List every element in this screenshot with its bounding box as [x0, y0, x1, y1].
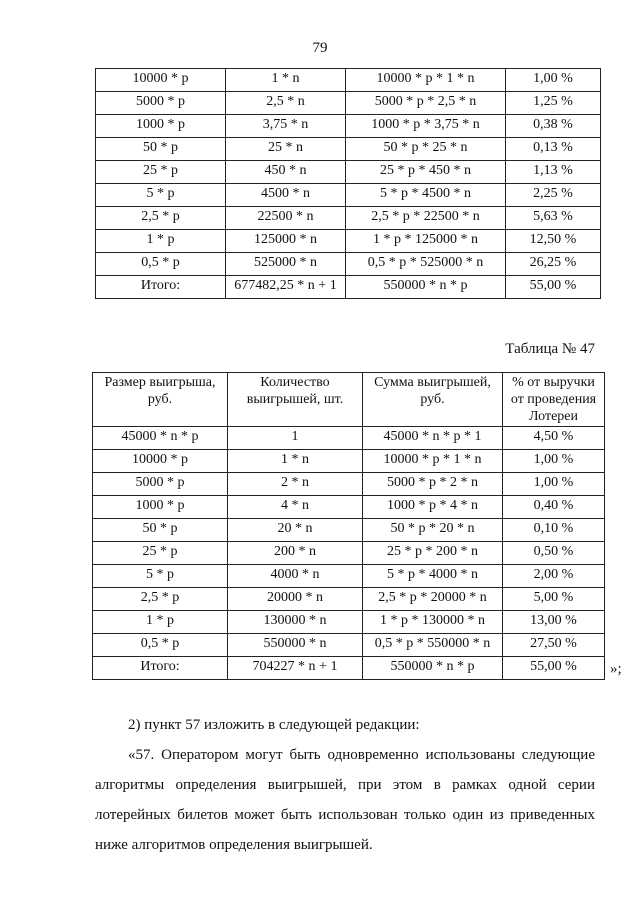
table-cell: 0,5 * р: [93, 634, 228, 657]
table-cell: Итого:: [96, 276, 226, 299]
table-cell: 45000 * n * р * 1: [363, 427, 503, 450]
table-cell: 0,38 %: [506, 115, 601, 138]
table-cell: 45000 * n * р: [93, 427, 228, 450]
table-cell: 13,00 %: [503, 611, 605, 634]
amendment-paragraph: 2) пункт 57 изложить в следующей редакции:: [128, 717, 420, 733]
table-cell: 20000 * n: [228, 588, 363, 611]
table-cell: 10000 * р: [96, 69, 226, 92]
table-cell: 5000 * р * 2 * n: [363, 473, 503, 496]
clause-57-paragraph: «57. Оператором могут быть одновременно использованы следующие алгоритмы определения выигрышей, при этом в рамках одной серии лотерейных билетов может быть использован только один из приведенных ниже алгоритмов определения выигрышей.: [95, 747, 595, 853]
table-cell: 50 * р: [93, 519, 228, 542]
table-row: [96, 253, 601, 276]
table-cell: 5,63 %: [506, 207, 601, 230]
table-cell: 1 * n: [228, 450, 363, 473]
table-cell: 25 * n: [226, 138, 346, 161]
table-cell: 5000 * р: [96, 92, 226, 115]
table-row: [93, 565, 605, 588]
table-cell: 2,5 * n: [226, 92, 346, 115]
table-row: [93, 657, 605, 680]
table-row: [93, 450, 605, 473]
table-row: [93, 496, 605, 519]
table-cell: 3,75 * n: [226, 115, 346, 138]
header-cell: % от выручки от проведения Лотереи: [503, 373, 605, 427]
table-cell: 50 * р * 20 * n: [363, 519, 503, 542]
table-cell: 5 * р * 4000 * n: [363, 565, 503, 588]
table-cell: 2,5 * р: [93, 588, 228, 611]
table-cell: 5,00 %: [503, 588, 605, 611]
table-cell: 25 * р: [96, 161, 226, 184]
table-cell: 2 * n: [228, 473, 363, 496]
page-number: 79: [312, 40, 328, 56]
table-cell: 4 * n: [228, 496, 363, 519]
table-cell: 1000 * р: [96, 115, 226, 138]
table-cell: 704227 * n + 1: [228, 657, 363, 680]
table-cell: 10000 * р * 1 * n: [363, 450, 503, 473]
table-cell: 25 * р: [93, 542, 228, 565]
table-cell: 2,5 * р: [96, 207, 226, 230]
table-cell: 50 * р * 25 * n: [346, 138, 506, 161]
table-cell: 550000 * n: [228, 634, 363, 657]
table-cell: 550000 * n * р: [363, 657, 503, 680]
table-cell: 0,5 * р * 550000 * n: [363, 634, 503, 657]
table-cell: 1 * n: [226, 69, 346, 92]
table-cell: 525000 * n: [226, 253, 346, 276]
table-cell: 2,25 %: [506, 184, 601, 207]
table-cell: 4,50 %: [503, 427, 605, 450]
table-cell: 26,25 %: [506, 253, 601, 276]
table-row: [93, 427, 605, 450]
table-cell: 1 * р * 125000 * n: [346, 230, 506, 253]
table-cell: 1000 * р: [93, 496, 228, 519]
table-cell: 2,00 %: [503, 565, 605, 588]
table-cell: 2,5 * р * 22500 * n: [346, 207, 506, 230]
table-cell: 2,5 * р * 20000 * n: [363, 588, 503, 611]
table-cell: 5 * р: [93, 565, 228, 588]
table-cell: 1000 * р * 3,75 * n: [346, 115, 506, 138]
table-cell: 1 * р: [96, 230, 226, 253]
table-cell: 10000 * р * 1 * n: [346, 69, 506, 92]
table-cell: 55,00 %: [503, 657, 605, 680]
table-row: [93, 611, 605, 634]
table-cell: Итого:: [93, 657, 228, 680]
table-row: [96, 115, 601, 138]
table-header-row: [93, 373, 605, 427]
table-cell: 0,10 %: [503, 519, 605, 542]
table-row: [96, 207, 601, 230]
table-cell: 0,5 * р: [96, 253, 226, 276]
table-cell: 55,00 %: [506, 276, 601, 299]
table-cell: 130000 * n: [228, 611, 363, 634]
table-cell: 1,00 %: [506, 69, 601, 92]
prize-table-continued: [95, 68, 601, 299]
table-cell: 5000 * р: [93, 473, 228, 496]
table-row: [96, 138, 601, 161]
table-cell: 1,13 %: [506, 161, 601, 184]
table-cell: 0,13 %: [506, 138, 601, 161]
table-cell: 1 * р * 130000 * n: [363, 611, 503, 634]
table-cell: 50 * р: [96, 138, 226, 161]
table-cell: 4500 * n: [226, 184, 346, 207]
table-cell: 10000 * р: [93, 450, 228, 473]
table-cell: 25 * р * 200 * n: [363, 542, 503, 565]
table-caption: Таблица № 47: [505, 341, 595, 357]
table-cell: 0,5 * р * 525000 * n: [346, 253, 506, 276]
header-cell: Количество выигрышей, шт.: [228, 373, 363, 427]
table-cell: 4000 * n: [228, 565, 363, 588]
table-cell: 1,25 %: [506, 92, 601, 115]
table-cell: 0,50 %: [503, 542, 605, 565]
table-row: [93, 473, 605, 496]
table-cell: 125000 * n: [226, 230, 346, 253]
table-cell: 27,50 %: [503, 634, 605, 657]
table-cell: 0,40 %: [503, 496, 605, 519]
table-row: [96, 276, 601, 299]
table-row: [96, 92, 601, 115]
table-row: [96, 69, 601, 92]
table-cell: 5 * р: [96, 184, 226, 207]
table-cell: 450 * n: [226, 161, 346, 184]
table-cell: 5 * р * 4500 * n: [346, 184, 506, 207]
table-row: [96, 161, 601, 184]
table-row: [96, 230, 601, 253]
table-cell: 1,00 %: [503, 473, 605, 496]
table-row: [93, 588, 605, 611]
table-row: [96, 184, 601, 207]
table-cell: 20 * n: [228, 519, 363, 542]
table-cell: 550000 * n * р: [346, 276, 506, 299]
table-row: [93, 542, 605, 565]
table-cell: 25 * р * 450 * n: [346, 161, 506, 184]
header-cell: Размер выигрыша, руб.: [93, 373, 228, 427]
table-cell: 200 * n: [228, 542, 363, 565]
closing-quote-mark: »;: [610, 661, 622, 677]
prize-table-47: [92, 372, 605, 680]
table-cell: 22500 * n: [226, 207, 346, 230]
table-row: [93, 634, 605, 657]
header-cell: Сумма выигрышей, руб.: [363, 373, 503, 427]
table-cell: 677482,25 * n + 1: [226, 276, 346, 299]
table-cell: 1000 * р * 4 * n: [363, 496, 503, 519]
table-cell: 1: [228, 427, 363, 450]
table-row: [93, 519, 605, 542]
table-cell: 12,50 %: [506, 230, 601, 253]
table-cell: 1 * р: [93, 611, 228, 634]
table-cell: 5000 * р * 2,5 * n: [346, 92, 506, 115]
table-cell: 1,00 %: [503, 450, 605, 473]
